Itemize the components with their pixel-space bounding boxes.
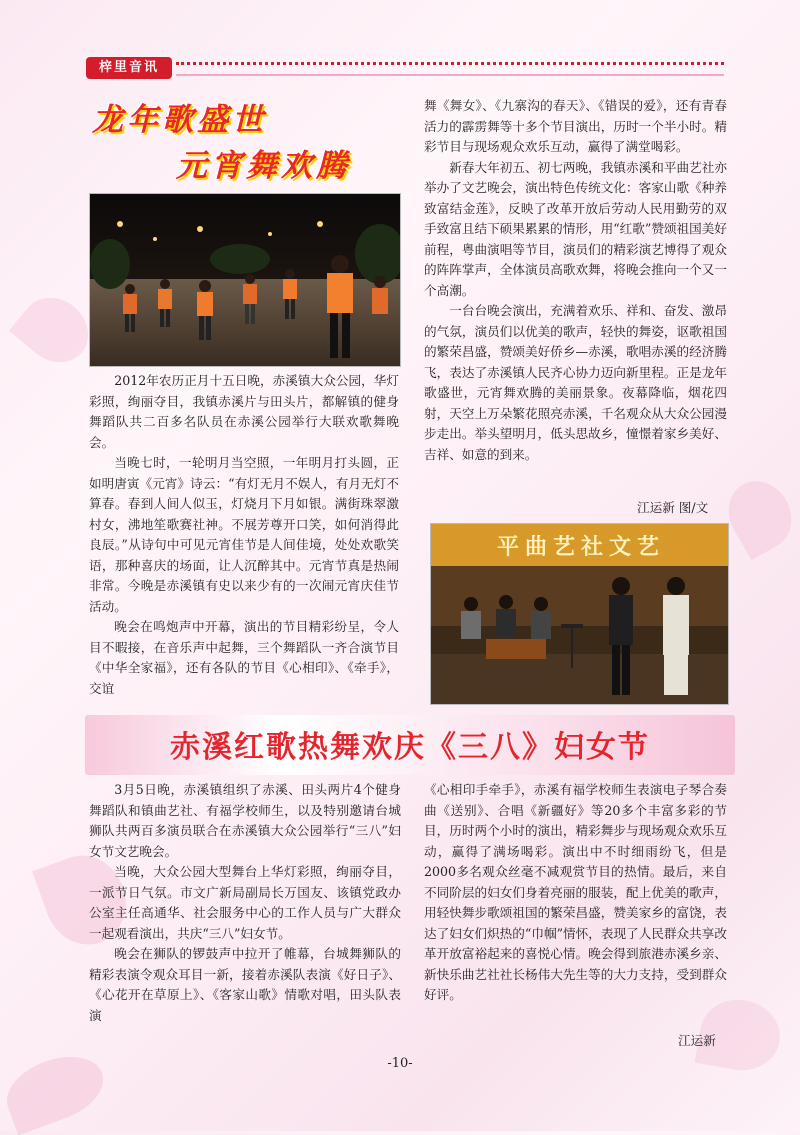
article2-paragraph: 当晚，大众公园大型舞台上华灯彩照，绚丽夺目，一派节日气氛。市文广新局副局长万国友、该镇党政办公室主任高通华、社会服务中心的工作人员与广大群众一起观看演出，共庆“三八”妇女节。: [89, 864, 401, 941]
article1-paragraph: 2012年农历正月十五日晚，赤溪镇大众公园，华灯彩照，绚丽夺目，我镇赤溪片与田头片，都解镇的健身舞蹈队共二百多名队员在赤溪公园举行大联欢歌舞晚会。: [89, 373, 399, 450]
article1-paragraph: 一台台晚会演出，充满着欢乐、祥和、奋发、激昂的气氛，演员们以优美的歌声，轻快的舞姿，讴歌祖国的繁荣昌盛，赞颂美好侨乡—赤溪，歌唱赤溪的经济腾飞，表达了赤溪镇人民齐心协力迈向新里程。正是龙年歌盛世，元宵舞欢腾的美丽景象。夜幕降临，烟花四射，天空上万朵繁花照亮赤溪，千名观众从大众公园漫步走出。举头望明月，低头思故乡，憧憬着家乡美好、吉祥、如意的到来。: [424, 303, 727, 462]
article1-credit: 江运新 图/文: [637, 500, 709, 515]
article1-title-line1: 龙年歌盛世: [92, 102, 267, 138]
article1-right-column: [424, 96, 727, 465]
stage-photo-illustration: [431, 524, 728, 704]
article2-title: 赤溪红歌热舞欢庆《三八》妇女节: [170, 730, 650, 765]
article2-paragraph: 《心相印手牵手》，赤溪有福学校师生表演电子琴合奏曲《送别》、合唱《新疆好》等20多个丰富多彩的节目，历时两个小时的演出，精彩舞步与现场观众欢乐互动，赢得了满场喝彩。演出中不时细雨纷飞，但是2000多名观众丝毫不减观赏节目的热情。最后，来自不同阶层的妇女们身着亮丽的服装，配上优美的歌声，用轻快舞步歌颂祖国的繁荣昌盛，赞美家乡的富饶，表达了妇女们炽热的“巾帼”情怀，表现了人民群众共享改革开放富裕起来的喜悦心情。晚会得到旅港赤溪乡亲、新快乐曲艺社社长杨伟大先生等的大力支持，受到群众好评。: [424, 782, 727, 1002]
article2-right-column: [424, 780, 727, 1006]
article1-paragraph: 当晚七时，一轮明月当空照，一年明月打头圆，正如明唐寅《元宵》诗云：“有灯无月不娱人，有月无灯不算春。春到人间人似玉，灯烧月下月如银。满街珠翠激村女，沸地笙歌赛社神。不展芳尊开口笑，如何消得此良辰。”从诗句中可见元宵佳节是人间佳境，处处欢歌笑语，那种喜庆的场面，让人沉醉其中。元宵节真是热闹非常。今晚是赤溪镇有史以来少有的一次闹元宵庆佳节活动。: [89, 455, 399, 614]
article1-title-line2: 元宵舞欢腾: [176, 148, 351, 184]
decorative-petal: [717, 470, 800, 561]
article1-left-column: [89, 371, 399, 699]
decorative-petal: [9, 285, 101, 376]
stage-photo: [430, 523, 729, 705]
article2-paragraph: 3月5日晚，赤溪镇组织了赤溪、田头两片4个健身舞蹈队和镇曲艺社、有福学校师生，以及特别邀请台城狮队共两百多演员联合在赤溪镇大众公园举行“三八”妇女节文艺晚会。: [89, 782, 401, 859]
stage-banner-text: 平曲艺社文艺: [496, 535, 666, 560]
article2-paragraph: 晚会在狮队的锣鼓声中拉开了帷幕，台城舞狮队的精彩表演令观众耳目一新，接着赤溪队表演《好日子》、《心花开在草原上》、《客家山歌》情歌对唱，田头队表演: [89, 946, 401, 1023]
article2-credit: 江运新: [678, 1033, 716, 1048]
dance-photo: [89, 193, 401, 367]
dance-photo-illustration: [90, 194, 400, 366]
page-number: -10-: [387, 1056, 413, 1071]
article1-paragraph: 舞《舞女》、《九寨沟的春天》、《错误的爱》，还有青春活力的霹雳舞等十多个节目演出，历时一个半小时。精彩节目与现场观众欢乐互动，赢得了满堂喝彩。: [424, 98, 727, 154]
section-tag: 梓里音讯: [86, 57, 172, 79]
article1-paragraph: 晚会在鸣炮声中开幕，演出的节目精彩纷呈，令人目不暇接，在音乐声中起舞，三个舞蹈队一齐合演节目《中华全家福》，还有各队的节目《心相印》、《牵手》，交谊: [89, 619, 399, 696]
header-divider: [176, 62, 724, 76]
article1-paragraph: 新春大年初五、初七两晚，我镇赤溪和平曲艺社亦举办了文艺晚会，演出特色传统文化：客家山歌《种养致富结金莲》，反映了改革开放后劳动人民用勤劳的双手致富且结下硕果累累的情形，用“红歌”赞颂祖国美好前程，粤曲演唱等节目，演员们的精彩演艺博得了观众的阵阵掌声，全体演员高歌欢舞，将晚会推向一个又一个高潮。: [424, 159, 727, 298]
article2-left-column: [89, 780, 401, 1026]
